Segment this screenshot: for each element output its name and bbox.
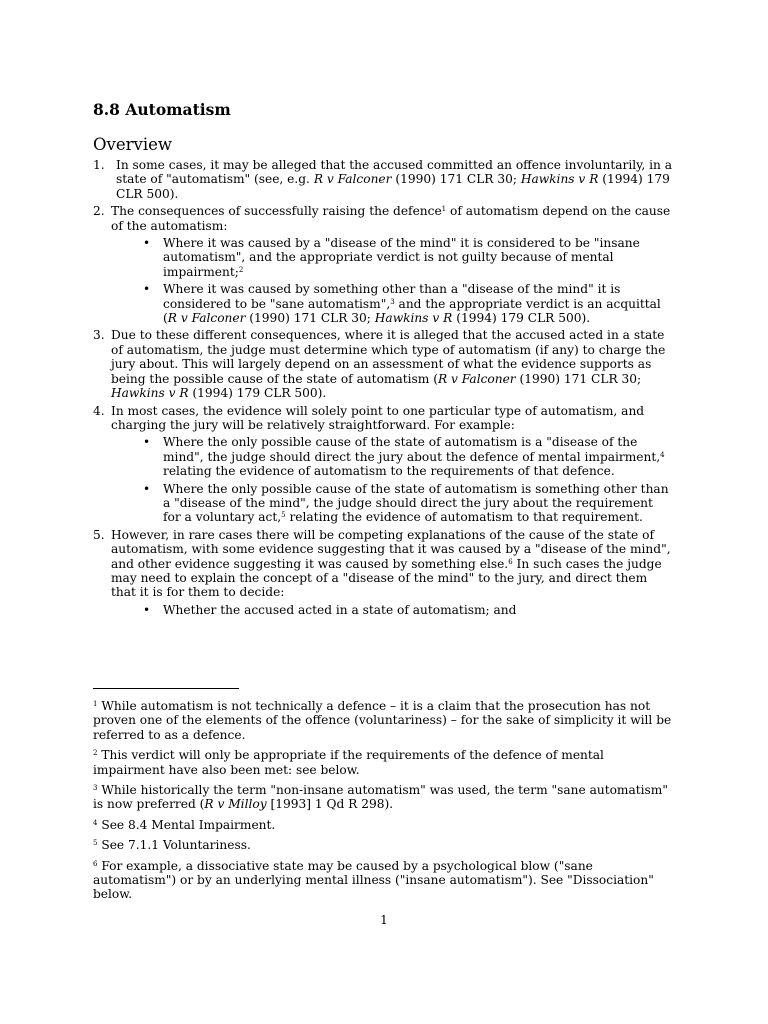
footnote-mark: 3	[93, 784, 98, 793]
list-item-2: 2. The consequences of successfully raising the defence$^1$ of automatism depend on the cause of the automatism: • Where it was caused by a "disease of the mind" it is considered to be "insane automatism", and the appropriate verdict is not guilty because of mental impairment;$^2$ • Where it was caused by something other than a "disease of the mind" it is considered to be "sane automatism",$^3$ and the appropriate verdict is an acquittal (R v Falconer (1990) 171 CLR 30; Hawkins v R (1994) 179 CLR 500).	[93, 204, 673, 325]
list-item-3: 3. Due to these different consequences, where it is alleged that the accused acted in a state of automatism, the judge must determine which type of automatism (if any) to charge the jury about. This will largely depend on an assessment of what the evidence supports as being the possible cause of the state of automatism (R v Falconer (1990) 171 CLR 30; Hawkins v R (1994) 179 CLR 500).	[93, 328, 666, 401]
footnote-ref[interactable]: 2	[238, 265, 244, 274]
numbered-list	[93, 158, 673, 617]
overview-heading: Overview	[93, 135, 172, 154]
item-number: 5.	[93, 527, 105, 542]
page-number: 1	[380, 913, 388, 927]
bullet-icon: •	[143, 236, 151, 251]
list-item-1: 1. In some cases, it may be alleged that the accused committed an offence involuntarily, in a state of "automatism" (see, e.g. R v Falconer (1990) 171 CLR 30; Hawkins v R (1994) 179 CLR 500).	[93, 158, 673, 201]
section-heading: 8.8 Automatism	[93, 100, 231, 119]
footnote-ref[interactable]: 1	[441, 205, 447, 214]
bullet-icon: •	[143, 282, 151, 297]
case-citation: Hawkins v R	[111, 386, 189, 401]
item-number: 4.	[93, 403, 105, 418]
footnote-4: $^4$ See 8.4 Mental Impairment.	[93, 817, 276, 832]
bullet-list	[111, 236, 673, 325]
footnote-5: $^5$ See 7.1.1 Voluntariness.	[93, 838, 251, 853]
footnote-mark: 2	[93, 749, 98, 758]
bullet-item: • Where the only possible cause of the state of automatism is a "disease of the mind", the judge should direct the jury about the defence of mental impairment,$^4$ relating the evidence of automatism to the requirements of that defence.	[143, 435, 665, 479]
bullet-item: • Where the only possible cause of the state of automatism is something other than a "disease of the mind", the judge should direct the jury about the requirement for a voluntary act,$^5$ relating the evidence of automatism to that requirement.	[143, 481, 669, 525]
footnote-6: $^6$ For example, a dissociative state may be caused by a psychological blow ("sane automatism") or by an underlying mental illness ("insane automatism"). See "Dissociation" below.	[93, 858, 654, 902]
footnote-2: $^2$ This verdict will only be appropriate if the requirements of the defence of mental impairment have also been met: see below.	[93, 748, 604, 777]
footnote-ref[interactable]: 3	[390, 297, 395, 306]
item-number: 1.	[93, 158, 105, 172]
footnote-divider	[93, 688, 239, 689]
bullet-item: • Where it was caused by something other than a "disease of the mind" it is considered to be "sane automatism",$^3$ and the appropriate verdict is an acquittal (R v Falconer (1990) 171 CLR 30; Hawkins v R (1994) 179 CLR 500).	[143, 282, 661, 326]
case-citation: R v Falconer	[313, 172, 392, 187]
bullet-item: • Where it was caused by a "disease of the mind" it is considered to be "insane automatism", and the appropriate verdict is not guilty because of mental impairment;$^2$	[143, 236, 640, 279]
case-citation: Hawkins v R	[374, 311, 453, 326]
footnote-3: $^3$ While historically the term "non-insane automatism" was used, the term "sane automatism" is now preferred (R v Milloy [1993] 1 Qd R 298).	[93, 783, 668, 812]
bullet-icon: •	[143, 602, 151, 617]
bullet-icon: •	[143, 435, 151, 450]
footnote-ref[interactable]: 4	[660, 450, 665, 459]
footnote-mark: 6	[93, 859, 98, 868]
item-number: 3.	[93, 328, 105, 343]
case-citation: Hawkins v R	[520, 172, 599, 187]
bullet-list	[111, 603, 673, 617]
bullet-list	[111, 435, 673, 524]
item-number: 2.	[93, 204, 105, 219]
list-item-5: 5. However, in rare cases there will be competing explanations of the cause of the state of automatism, with some evidence suggesting that it was caused by a "disease of the mind", and other evidence suggesting it was caused by something else.$^6$ In such cases the judge may need to explain the concept of a "disease of the mind" to the jury, and direct them that it is for them to decide: • Whether the accused acted in a state of automatism; and	[93, 528, 673, 617]
document-body	[93, 100, 673, 620]
footnotes	[93, 699, 673, 908]
case-citation: R v Falconer	[167, 311, 246, 326]
case-citation: R v Falconer	[437, 371, 516, 386]
list-item-4: 4. In most cases, the evidence will solely point to one particular type of automatism, and charging the jury will be relatively straightforward. For example: • Where the only possible cause of the state of automatism is a "disease of the mind", the judge should direct the jury about the defence of mental impairment,$^4$ relating the evidence of automatism to the requirements of that defence. • Where the only possible cause of the state of automatism is something other than a "disease of the mind", the judge should direct the jury about the requirement for a voluntary act,$^5$ relating the evidence of automatism to that requirement.	[93, 404, 673, 525]
footnote-mark: 5	[93, 839, 98, 848]
footnote-ref[interactable]: 5	[281, 511, 286, 520]
bullet-item: • Whether the accused acted in a state of automatism; and	[143, 602, 517, 617]
case-citation: R v Milloy	[204, 797, 267, 812]
bullet-icon: •	[143, 481, 151, 496]
footnote-mark: 4	[93, 818, 98, 827]
footnote-ref[interactable]: 6	[508, 557, 513, 566]
footnote-mark: 1	[93, 700, 98, 708]
footnote-1: $^1$ While automatism is not technically a defence – it is a claim that the prosecution has not proven one of the elements of the offence (voluntariness) – for the sake of simplicity it will be referred to as a defence.	[93, 699, 672, 742]
